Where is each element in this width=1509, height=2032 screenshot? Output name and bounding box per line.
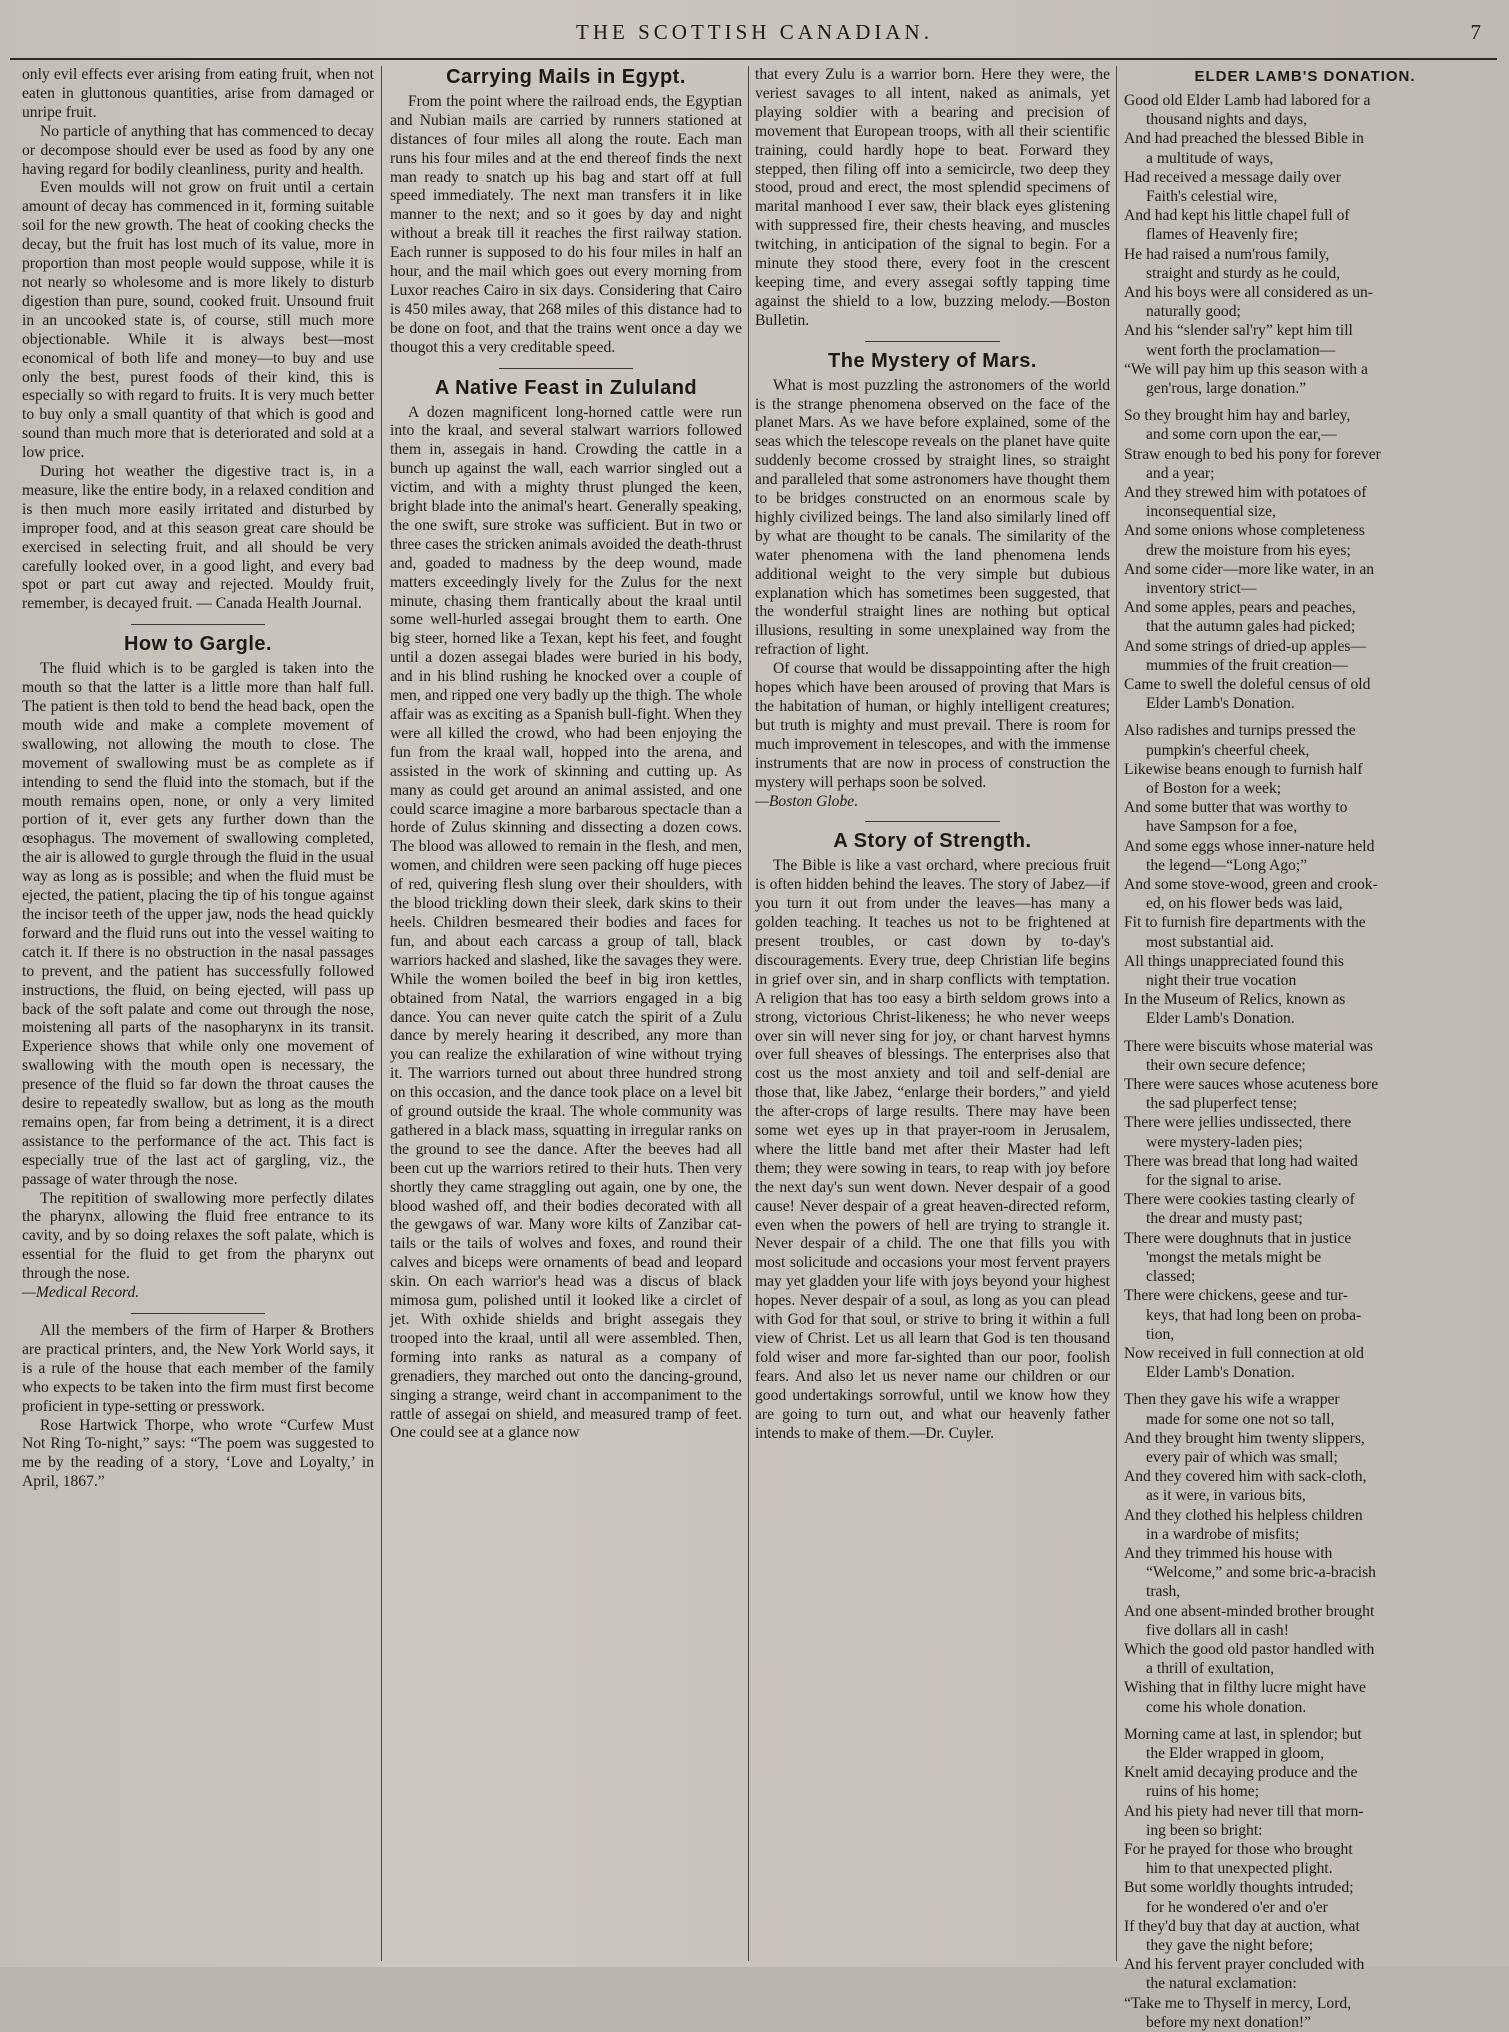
poem-line: they gave the night before; — [1146, 1937, 1314, 1954]
poem-line: every pair of which was small; — [1146, 1448, 1338, 1466]
article-paragraph: During hot weather the digestive tract is, in a measure, like the entire body, in a relaxed condition and is then much more easily irritated and disturbed by improper food, and at this season great care should be exercised in selecting fruit, and all should be very carefully looked over, in a good light, and every bad spot or part cut away and rejected. Mouldy fruit, remember, is decayed fruit. — Canada Health Journal. — [22, 463, 374, 613]
poem-line: There were jellies undissected, there — [1124, 1114, 1352, 1132]
poem-line: Likewise beans enough to furnish half — [1124, 760, 1363, 778]
poem-line: most substantial aid. — [1146, 933, 1274, 951]
article-title: How to Gargle. — [123, 633, 273, 656]
poem-line: And some strings of dried-up apples— — [1124, 637, 1367, 655]
header-rule — [10, 58, 1497, 60]
poem-line: If they'd buy that day at auction, what — [1124, 1917, 1360, 1935]
poem-line: 'mongst the metals might be — [1146, 1248, 1322, 1266]
column-4 — [1124, 66, 1486, 2031]
article-paragraph: Even moulds will not grow on fruit until a certain amount of decay has commenced in it, forming suitable soil for the new growth. The heat of cooking checks the decay, but the fruit has lost much of its value, more in proportion than most people would suppose, while it is not nearly so wholesome and is more likely to disturb digestion than pure, sound, cooked fruit. Unsound fruit in an uncooked state is, of course, still much more objectionable. While it is always best—most economical of both life and money—to buy and use only the best, purest foods of their kind, this is especially so with regard to fruits. It is very much better to buy only a small quantity of that which is good and sound than much more that is deteriorated and sold at a low price. — [22, 179, 374, 462]
poem-line: Now received in full connection at old — [1124, 1344, 1364, 1362]
poem-line: So they brought him hay and barley, — [1124, 407, 1351, 425]
poem-line: inconsequential size, — [1146, 503, 1276, 521]
poem-line: their own secure defence; — [1146, 1056, 1306, 1074]
poem-line: And some eggs whose inner-nature held — [1124, 837, 1375, 855]
poem-line: Had received a message daily over — [1124, 168, 1341, 186]
poem-line: inventory strict— — [1146, 579, 1257, 597]
article-paragraph: The repitition of swallowing more perfectly dilates the pharynx, allowing the fluid free entrance to its cavity, and by so doing relaxes the soft palate, which is essential for the fluid to get from the pharynx out through the nose. — [22, 1189, 374, 1283]
poem-line: a thrill of exultation, — [1146, 1660, 1275, 1678]
article-separator — [865, 341, 1000, 342]
poem-line: Elder Lamb's Donation. — [1146, 695, 1295, 713]
poem-line: Came to swell the doleful census of old — [1124, 676, 1371, 693]
poem-line: drew the moisture from his eyes; — [1146, 541, 1351, 559]
poem-line: For he prayed for those who brought — [1124, 1840, 1353, 1858]
poem-line: for the signal to arise. — [1146, 1172, 1282, 1190]
poem-line: And his “slender sal'ry” kept him till — [1124, 322, 1353, 340]
column-1 — [22, 66, 374, 1961]
article-paragraph: From the point where the railroad ends, the Egyptian and Nubian mails are carried by runners stationed at distances of four miles all along the route. Each man runs his four miles and at the end thereof finds the next man ready to snatch up his bag and start off at full speed immediately. The next man transfers it in like manner to the next; and so it goes by day and night without a break till it reaches the first railway station. Each runner is supposed to do his four miles in half an hour, and the mail which goes out every morning from Luxor reaches Cairo in six days. Considering that Cairo is 450 miles away, that 268 miles of this distance had to be done on foot, and that the trains went once a day we thougot this a very creditable speed. — [390, 92, 742, 356]
poem-line: And his boys were all considered as un- — [1124, 283, 1374, 301]
poem-stanza — [1124, 1390, 1486, 1716]
poem-line: classed; — [1146, 1268, 1196, 1286]
poem-line: And some butter that was worthy to — [1124, 799, 1348, 817]
poem-line: There were chickens, geese and tur- — [1124, 1287, 1348, 1305]
poem-line: straight and sturdy as he could, — [1146, 264, 1341, 282]
article-paragraph: No particle of anything that has commenced to decay or decompose should ever be used as food by any one having regard for bodily cleanliness, purity and health. — [22, 122, 374, 178]
poem-line: There were doughnuts that in justice — [1124, 1229, 1352, 1247]
poem-stanza — [1124, 1725, 1486, 2032]
article-separator — [499, 368, 633, 369]
article-paragraph: Rose Hartwick Thorpe, who wrote “Curfew Must Not Ring To-night,” says: “The poem was suggested to me by the reading of a story, ‘Love and Loyalty,’ in April, 1867.” — [22, 1416, 374, 1491]
poem-line: Knelt amid decaying produce and the — [1124, 1764, 1358, 1782]
poem-line: And some stove-wood, green and crook- — [1124, 876, 1378, 894]
poem-line: the natural exclamation: — [1146, 1975, 1297, 1993]
poem-line: keys, that had long been on proba- — [1146, 1306, 1362, 1324]
poem-line: made for some one not so tall, — [1146, 1410, 1335, 1428]
poem-line: And some apples, pears and peaches, — [1124, 599, 1356, 617]
poem-line: thousand nights and days, — [1146, 111, 1308, 129]
poem-line: mummies of the fruit creation— — [1146, 656, 1348, 674]
poem-line: But some worldly thoughts intruded; — [1124, 1879, 1354, 1897]
poem-line: night their true vocation — [1146, 972, 1297, 990]
article-title: A Native Feast in Zululand — [434, 376, 698, 399]
poem-line: And they trimmed his house with — [1124, 1544, 1333, 1562]
poem-line: “Take me to Thyself in mercy, Lord, — [1124, 1994, 1352, 2012]
poem-line: have Sampson for a foe, — [1146, 818, 1298, 836]
poem-line: In the Museum of Relics, known as — [1124, 991, 1346, 1009]
newspaper-title: THE SCOTTISH CANADIAN. — [576, 20, 933, 44]
poem-line: There were cookies tasting clearly of — [1124, 1191, 1355, 1209]
article-separator — [131, 624, 265, 625]
article-credit: —Boston Globe. — [755, 792, 859, 810]
poem-line: tion, — [1146, 1325, 1175, 1343]
column-2 — [390, 66, 742, 1961]
poem-line: as it were, in various bits, — [1146, 1487, 1306, 1505]
article-paragraph: A dozen magnificent long-horned cattle were run into the kraal, and several stalwart warriors followed them in, assegais in hand. Crowding the cattle in a bunch up against the wall, each warrior singled out a victim, and with a mighty thrust plunged the keen, bright blade into the animal's heart. Generally speaking, the one swift, sure stroke was sufficient. But in two or three cases the stricken animals avoided the death-thrust and, goaded to madness by the deep wound, made matters exceedingly lively for the Zulus for the next minute, chasing them frantically about the kraal until some well-hurled assegai brought them to earth. One big steer, horned like a Texan, kept his feet, and fought until a dozen assegai blades were buried in his body, and in his blind rushing he knocked over a couple of men, and ripped one very badly up the thigh. The whole affair was as exciting as a Spanish bull-fight. When they were all killed the crowd, who had been enjoying the fun from the kraal wall, hopped into the arena, and assisted in the work of skinning and cutting up. As many as could get around an animal assisted, and one could scarce imagine a more barbarous spectacle than a horde of Zulus skinning and dissecting a dozen cows. The blood was allowed to remain in the flesh, and men, women, and children were seen packing off huge pieces of red, quivering flesh slung over their shoulders, with the blood trickling down their sleek, dark skins to their heels. Children besmeared their bodies and faces for fun, and about each carcass a group of tall, black warriors hacked and slashed, like the savages they were. While the women boiled the beef in big iron kettles, obtained from Natal, the warriors engaged in a big dance. You can never quite catch the spirit of a Zulu dance by merely hearing it described, any more than you can realize the exhilaration of wine without trying it. The warriors turned out about three hundred strong on this occasion, and the dance took place on a level bit of ground outside the kraal. The whole community was gathered in a black mass, squatting in irregular ranks on the ground to see the dance. After the beeves had all been cut up the warriors retired to their huts. Then very shortly they came straggling out again, one by one, the blood washed off, and their bodies decorated with all the gewgaws of war. Many wore kilts of Zanzibar cat-tails or the tails of wolves and foxes, and round their calves and biceps were ornaments of bead and leopard skin. On each warrior's head was a discus of black mimosa gum, polished until it looked like a circlet of jet. With oxhide shields and bright assegais they trooped into the kraal, until all were assembled. Then, forming into ranks as natural as a company of grenadiers, they marched out onto the dancing-ground, singing a strange, weird chant in accompaniment to the rattle of assegai on shield, and measured tramp of feet. One could see at a glance now — [390, 403, 742, 1442]
column-rule — [748, 66, 749, 1961]
article-credit: —Medical Record. — [22, 1284, 140, 1302]
article-paragraph: What is most puzzling the astronomers of the world is the strange phenomena observed on the face of the planet Mars. As we have before explained, some of the seas which the telescope reveals on the planet have quite suddenly become crossed by straight lines, so straight and paralleled that some astronomers have thought them to be bridges constructed on an enormous scale by highly civilized beings. The land also similarly lined off by what are thought to be canals. The similarity of the water phenomena with the land phenomena lends additional weight to the very simple but dubious explanation which has sometimes been suggested, that the wonderful straight lines are nothing but optical illusions, resulting in some unexplained way from the refraction of light. — [755, 376, 1110, 659]
page-number: 7 — [1470, 20, 1481, 44]
article-separator — [131, 1313, 265, 1314]
poem-line: ruins of his home; — [1146, 1783, 1260, 1801]
poem-line: pumpkin's cheerful cheek, — [1146, 741, 1310, 759]
poem-body — [1124, 91, 1486, 2032]
poem-line: were mystery-laden pies; — [1146, 1133, 1303, 1151]
poem-line: the legend—“Long Ago;” — [1146, 856, 1308, 874]
poem-line: before my next donation!” — [1146, 2013, 1311, 2031]
poem-line: five dollars all in cash! — [1146, 1621, 1289, 1639]
poem-line: And one absent-minded brother brought — [1124, 1602, 1375, 1620]
poem-line: All things unappreciated found this — [1124, 952, 1345, 970]
column-rule — [1116, 66, 1117, 1961]
poem-line: And they covered him with sack-cloth, — [1124, 1468, 1367, 1486]
poem-line: And had preached the blessed Bible in — [1124, 130, 1364, 148]
article-paragraph: All the members of the firm of Harper & Brothers are practical printers, and, the New York World says, it is a rule of the house that each member of the family who expects to be taken into the firm must first become proficient in type-setting or presswork. — [22, 1322, 374, 1415]
poem-line: naturally good; — [1146, 303, 1241, 321]
poem-line: a multitude of ways, — [1146, 149, 1274, 167]
article-paragraph: The fluid which is to be gargled is taken into the mouth so that the latter is a little more than half full. The patient is then told to bend the head back, open the mouth wide and make a complete movement of swallowing, not allowing the mouth to close. The movement of swallowing must be as complete as if intending to send the fluid into the stomach, but if the mouth remains open, none, or only a very limited portion of it, ever gets any further down than the œsophagus. The movement of swallowing completed, the air is allowed to gurgle through the fluid in the usual way as long as is possible; and when the fluid must be ejected, the patient, placing the tip of his tongue against the incisor teeth of the upper jaw, nods the head quickly forward and the fluid runs out into the vessel waiting to catch it. If there is no obstruction in the nasal passages to prevent, and the patient has successfully followed instructions, the fluid, on being ejected, will pass up back of the soft palate and come out through the nose, moistening all parts of the nasopharynx in its transit. Experience shows that while only one movement of swallowing with the mouth open is necessary, the presence of the fluid so far down the throat causes the desire to repeatedly swallow, but as long as the mouth remains open, far from being a detriment, it is a direct assistance to the performance of the act. This fact is especially true of the last act of gargling, viz., the passage of water through the nose. — [22, 660, 374, 1188]
poem-line: in a wardrobe of misfits; — [1146, 1525, 1300, 1543]
poem-line: for he wondered o'er and o'er — [1146, 1898, 1328, 1916]
poem-line: ed, on his flower beds was laid, — [1146, 895, 1343, 913]
poem-line: There were sauces whose acuteness bore — [1124, 1076, 1379, 1094]
poem-line: And they strewed him with potatoes of — [1124, 483, 1367, 501]
poem-line: gen'rous, large donation.” — [1146, 379, 1307, 397]
article-paragraph: only evil effects ever arising from eating fruit, when not eaten in gluttonous quantities, arise from damaged or unripe fruit. — [22, 66, 374, 121]
poem-line: Good old Elder Lamb had labored for a — [1124, 91, 1371, 109]
poem-line: that the autumn gales had picked; — [1146, 618, 1356, 636]
poem-stanza — [1124, 721, 1486, 1028]
poem-line: And had kept his little chapel full of — [1124, 207, 1350, 225]
poem-line: the drear and musty past; — [1146, 1210, 1303, 1228]
poem-line: him to that unexpected plight. — [1146, 1860, 1333, 1878]
poem-line: “We will pay him up this season with a — [1124, 360, 1368, 378]
article-title: A Story of Strength. — [833, 830, 1032, 853]
poem-title: ELDER LAMB'S DONATION. — [1194, 68, 1416, 85]
poem-line: flames of Heavenly fire; — [1146, 226, 1298, 244]
poem-line: went forth the proclamation— — [1146, 341, 1336, 359]
poem-line: of Boston for a week; — [1146, 780, 1282, 798]
poem-line: Then they gave his wife a wrapper — [1124, 1391, 1340, 1409]
masthead — [0, 12, 1509, 52]
article-title: Carrying Mails in Egypt. — [446, 66, 686, 88]
article-separator — [865, 821, 1000, 822]
poem-line: ing been so bright: — [1146, 1821, 1263, 1839]
article-paragraph: Of course that would be dissappointing after the high hopes which have been aroused of proving that Mars is the habitation of human, or highly intelligent creatures; but truth is mighty and must prevail. There is room for much improvement in telescopes, and with the immense instruments that are now in process of construction the mystery will perhaps soon be solved. — [755, 660, 1110, 791]
poem-line: Elder Lamb's Donation. — [1146, 1364, 1295, 1382]
poem-line: trash, — [1146, 1583, 1181, 1601]
poem-line: And they clothed his helpless children — [1124, 1506, 1363, 1524]
poem-stanza — [1124, 1037, 1486, 1383]
poem-stanza — [1124, 91, 1486, 398]
poem-line: There was bread that long had waited — [1124, 1152, 1358, 1170]
poem-line: Elder Lamb's Donation. — [1146, 1010, 1295, 1028]
poem-line: and a year; — [1146, 464, 1215, 482]
poem-line: Straw enough to bed his pony for forever — [1124, 445, 1381, 463]
poem-stanza — [1124, 406, 1486, 713]
poem-line: come his whole donation. — [1146, 1698, 1307, 1716]
poem-line: Also radishes and turnips pressed the — [1124, 722, 1356, 740]
poem-line: the Elder wrapped in gloom, — [1146, 1744, 1324, 1762]
poem-line: and some corn upon the ear,— — [1146, 426, 1337, 444]
poem-line: There were biscuits whose material was — [1124, 1037, 1373, 1055]
poem-line: “Welcome,” and some bric-a-bracish — [1146, 1564, 1376, 1582]
article-paragraph: that every Zulu is a warrior born. Here they were, the veriest savages to all intent, naked as animals, yet playing soldier with a bearing and precision of movement that European troops, with all their scientific training, could hardly hope to beat. Forward they stepped, then filing off into a semicircle, two deep they stood, proud and erect, the most splendid specimens of marital manhood I ever saw, their black eyes glistening with suppressed fire, their chests heaving, and muscles twitching, in anticipation of the signal to begin. For a minute they stood there, every foot in the crescent keeping time, and every assegai softly tapping time against the shield to a low, buzzing melody.—Boston Bulletin. — [755, 66, 1110, 329]
poem-line: He had raised a num'rous family, — [1124, 245, 1330, 263]
column-rule — [381, 66, 382, 1961]
poem-line: And some onions whose completeness — [1124, 522, 1365, 540]
poem-line: Which the good old pastor handled with — [1124, 1640, 1375, 1658]
poem-line: Fit to furnish fire departments with the — [1124, 914, 1366, 932]
poem-line: Faith's celestial wire, — [1146, 187, 1278, 205]
poem-line: the sad pluperfect tense; — [1146, 1095, 1298, 1113]
poem-line: And his fervent prayer concluded with — [1124, 1956, 1365, 1974]
article-title: The Mystery of Mars. — [828, 349, 1037, 372]
poem-line: Wishing that in filthy lucre might have — [1124, 1679, 1366, 1697]
poem-line: And some cider—more like water, in an — [1124, 560, 1375, 578]
poem-line: Morning came at last, in splendor; but — [1124, 1725, 1362, 1743]
poem-line: And his piety had never till that morn- — [1124, 1802, 1364, 1820]
column-3 — [755, 66, 1110, 1961]
article-paragraph: The Bible is like a vast orchard, where precious fruit is often hidden behind the leaves. The story of Jabez—if you turn it out from under the leaves—has many a golden teaching. It teaches us not to be frightened at present troubles, or cast down by to-day's discouragements. Every true, deep Christian life begins in grief over sin, and in sharp conflicts with temptation. A religion that has too easy a birth seldom grows into a strong, victorious Christ-likeness; he who never weeps over sin will never sing for joy, or chant harvest hymns over full sheaves of blessings. The enterprises also that cost us the most anxiety and toil and self-denial are those that, like Jabez, “enlarge their borders,” and yield the after-crops of large results. There may have been some wet eyes up in that prayer-room in Jerusalem, where the little band met after their Master had left them; they were sowing in tears, to reap with joy before the next day's sun went down. Never despair of a good cause! Never despair of a great heaven-directed reform, even when the powers of hell are trying to strangle it. Never despair of a child. The one that fills you with most solicitude and occasions your most fervent prayers may yet gladden your life with joys beyond your highest hopes. Never despair of a soul, as long as you can plead with God for that soul, or strive to bring it within a full view of Christ. Let us all learn that God is ten thousand fold wiser and more far-sighted than our poor, foolish fears. And also let us never name our children or our good undertakings sorrowful, until we know how they are going to turn out, and what our heavenly father intends to make of them.—Dr. Cuyler. — [755, 857, 1110, 1442]
poem-line: And they brought him twenty slippers, — [1124, 1429, 1365, 1447]
